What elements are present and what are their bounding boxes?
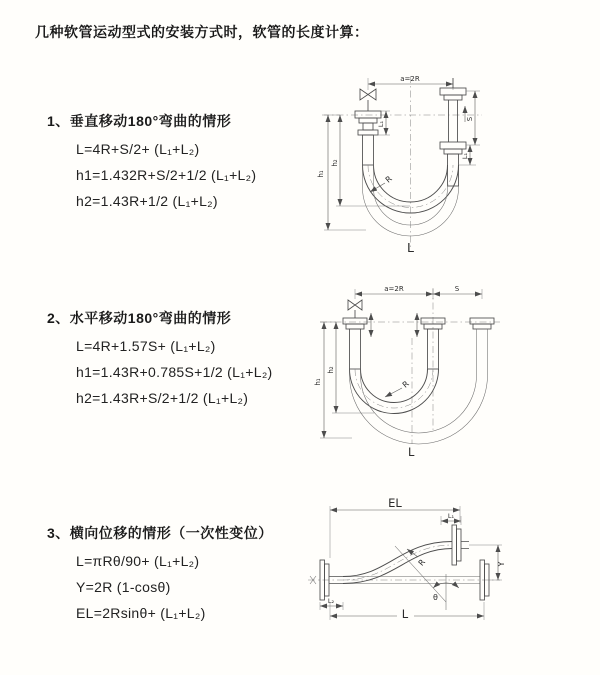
formula-line: EL=2Rsinθ+ (L₁+L₂) <box>76 605 206 621</box>
section2-formulas <box>76 333 273 411</box>
dim-label-a2r: a=2R <box>400 75 420 83</box>
dim-label-l: L <box>407 240 414 255</box>
displaced-fitting <box>470 318 494 352</box>
hose-upper-wall <box>343 542 452 577</box>
dim-label-s: S <box>466 116 474 122</box>
diagram-vertical-180-bend <box>310 68 600 262</box>
formula-line: Y=2R (1-cosθ) <box>76 579 171 595</box>
dim-label-h1: h₁ <box>314 378 322 386</box>
section3-formulas <box>76 548 206 626</box>
dim-label-l2: L₂ <box>327 597 335 605</box>
braided-hose-section <box>350 329 361 369</box>
hose-inner-wall <box>361 369 428 402</box>
hose-displaced-outer <box>350 352 488 444</box>
dim-label-h2: h₂ <box>331 159 339 167</box>
formula-line: L=4R+1.57S+ (L₁+L₂) <box>76 338 216 354</box>
formula-line: h2=1.43R+1/2 (L₁+L₂) <box>76 193 218 209</box>
radius-leader <box>385 388 402 397</box>
right-fitting <box>440 78 466 186</box>
formula-line: L=πRθ/90+ (L₁+L₂) <box>76 553 200 569</box>
displaced-flange <box>452 525 502 565</box>
dim-label-y: Y <box>497 561 506 567</box>
extension-lines <box>320 322 374 438</box>
valve-icon <box>360 89 376 100</box>
radius-leader <box>370 183 385 192</box>
braided-hose-section <box>448 154 459 186</box>
left-fitting <box>355 111 381 165</box>
formula-line: L=4R+S/2+ (L₁+L₂) <box>76 141 200 157</box>
formula-line: h1=1.43R+0.785S+1/2 (L₁+L₂) <box>76 364 273 380</box>
section1-heading: 1、垂直移动180°弯曲的情形 <box>47 113 232 129</box>
section2-heading: 2、水平移动180°弯曲的情形 <box>47 310 232 326</box>
dim-label-l1: L₁ <box>447 512 455 520</box>
dim-label-h2: h₂ <box>327 366 335 374</box>
dim-label-r: R <box>400 379 411 390</box>
radius-construction-line <box>395 546 446 602</box>
formula-line: h2=1.43R+S/2+1/2 (L₁+L₂) <box>76 390 249 406</box>
formula-line: h1=1.432R+S/2+1/2 (L₁+L₂) <box>76 167 257 183</box>
dim-label-l1-right: L₁ <box>461 152 469 160</box>
dim-label-el: EL <box>388 496 402 510</box>
section1-formulas <box>76 136 256 214</box>
dim-label-r: R <box>383 174 394 185</box>
extension-lines <box>330 506 460 558</box>
dim-label-l: L <box>401 607 409 621</box>
dim-label-theta: θ <box>433 593 438 602</box>
valve-icon <box>348 300 362 310</box>
page-title: 几种软管运动型式的安装方式时，软管的长度计算： <box>35 24 369 40</box>
section3-heading: 3、横向位移的情形（一次性变位） <box>47 525 273 541</box>
extension-lines <box>324 115 410 230</box>
left-fitting <box>343 318 367 369</box>
dim-label-h1: h₁ <box>317 170 325 178</box>
hose-lower-wall <box>343 549 452 584</box>
hose-centerline-arc <box>368 165 453 208</box>
dim-label-l1-left: L₁ <box>377 120 385 128</box>
diagram-horizontal-180-bend <box>312 280 547 472</box>
dim-label-l: L <box>408 445 415 459</box>
dim-label-a2r: a=2R <box>384 285 404 293</box>
dim-label-s: S <box>454 285 460 293</box>
dim-label-r: R <box>416 557 428 568</box>
braided-hose-section <box>363 135 374 165</box>
diagram-lateral-displacement <box>300 498 585 648</box>
